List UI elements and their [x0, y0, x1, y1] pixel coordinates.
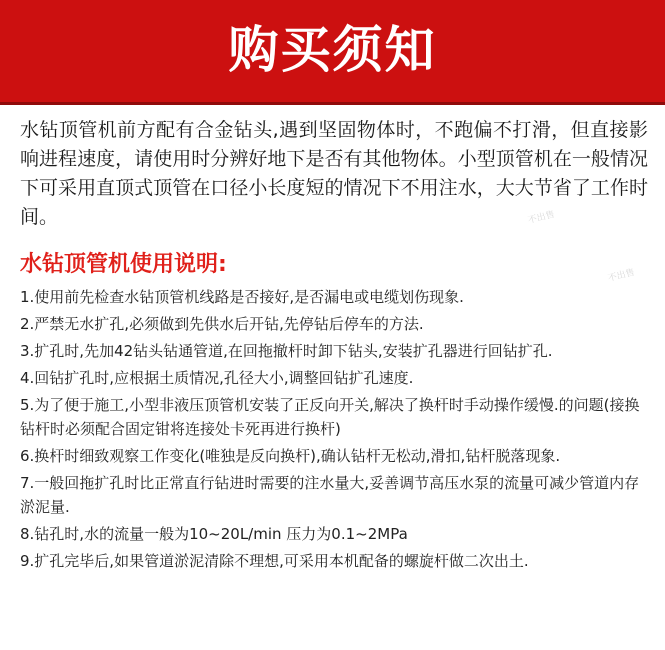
intro-paragraph: 水钻顶管机前方配有合金钻头,遇到坚固物体时，不跑偏不打滑，但直接影响进程速度，请使用时分辨好地下是否有其他物体。小型顶管机在一般情况下可采用直顶式顶管在口径小长度短的情况下不用注水，大大节省了工作时间。 — [20, 119, 648, 228]
usage-step: 2.严禁无水扩孔,必须做到先供水后开钻,先停钻后停车的方法. — [20, 315, 424, 333]
usage-step: 6.换杆时细致观察工作变化(唯独是反向换杆),确认钻杆无松动,滑扣,钻杆脱落现象. — [20, 447, 561, 465]
usage-steps-list — [20, 285, 648, 576]
usage-step: 3.扩孔时,先加42钻头钻通管道,在回拖撤杆时卸下钻头,安装扩孔器进行回钻扩孔. — [20, 342, 553, 360]
watermark: 不出售 — [527, 209, 556, 227]
usage-step: 4.回钻扩孔时,应根据土质情况,孔径大小,调整回钻扩孔速度. — [20, 369, 414, 387]
usage-step: 9.扩孔完毕后,如果管道淤泥清除不理想,可采用本机配备的螺旋杆做二次出土. — [20, 552, 529, 570]
page-title: 购买须知 — [228, 21, 437, 79]
usage-step: 8.钻孔时,水的流量一般为10~20L/min 压力为0.1~2MPa — [20, 525, 408, 543]
usage-step: 1.使用前先检查水钻顶管机线路是否接好,是否漏电或电缆划伤现象. — [20, 288, 464, 306]
usage-step: 5.为了便于施工,小型非液压顶管机安装了正反向开关,解决了换杆时手动操作缓慢.的问题(接换钻杆时必须配合固定钳将连接处卡死再进行换杆) — [20, 396, 640, 438]
usage-section-title: 水钻顶管机使用说明: — [20, 252, 227, 277]
usage-step: 7.一般回拖扩孔时比正常直行钻进时需要的注水量大,妥善调节高压水泵的流量可减少管道内存淤泥量. — [20, 474, 640, 516]
watermark: 不出售 — [607, 267, 636, 285]
header-banner — [0, 0, 665, 105]
